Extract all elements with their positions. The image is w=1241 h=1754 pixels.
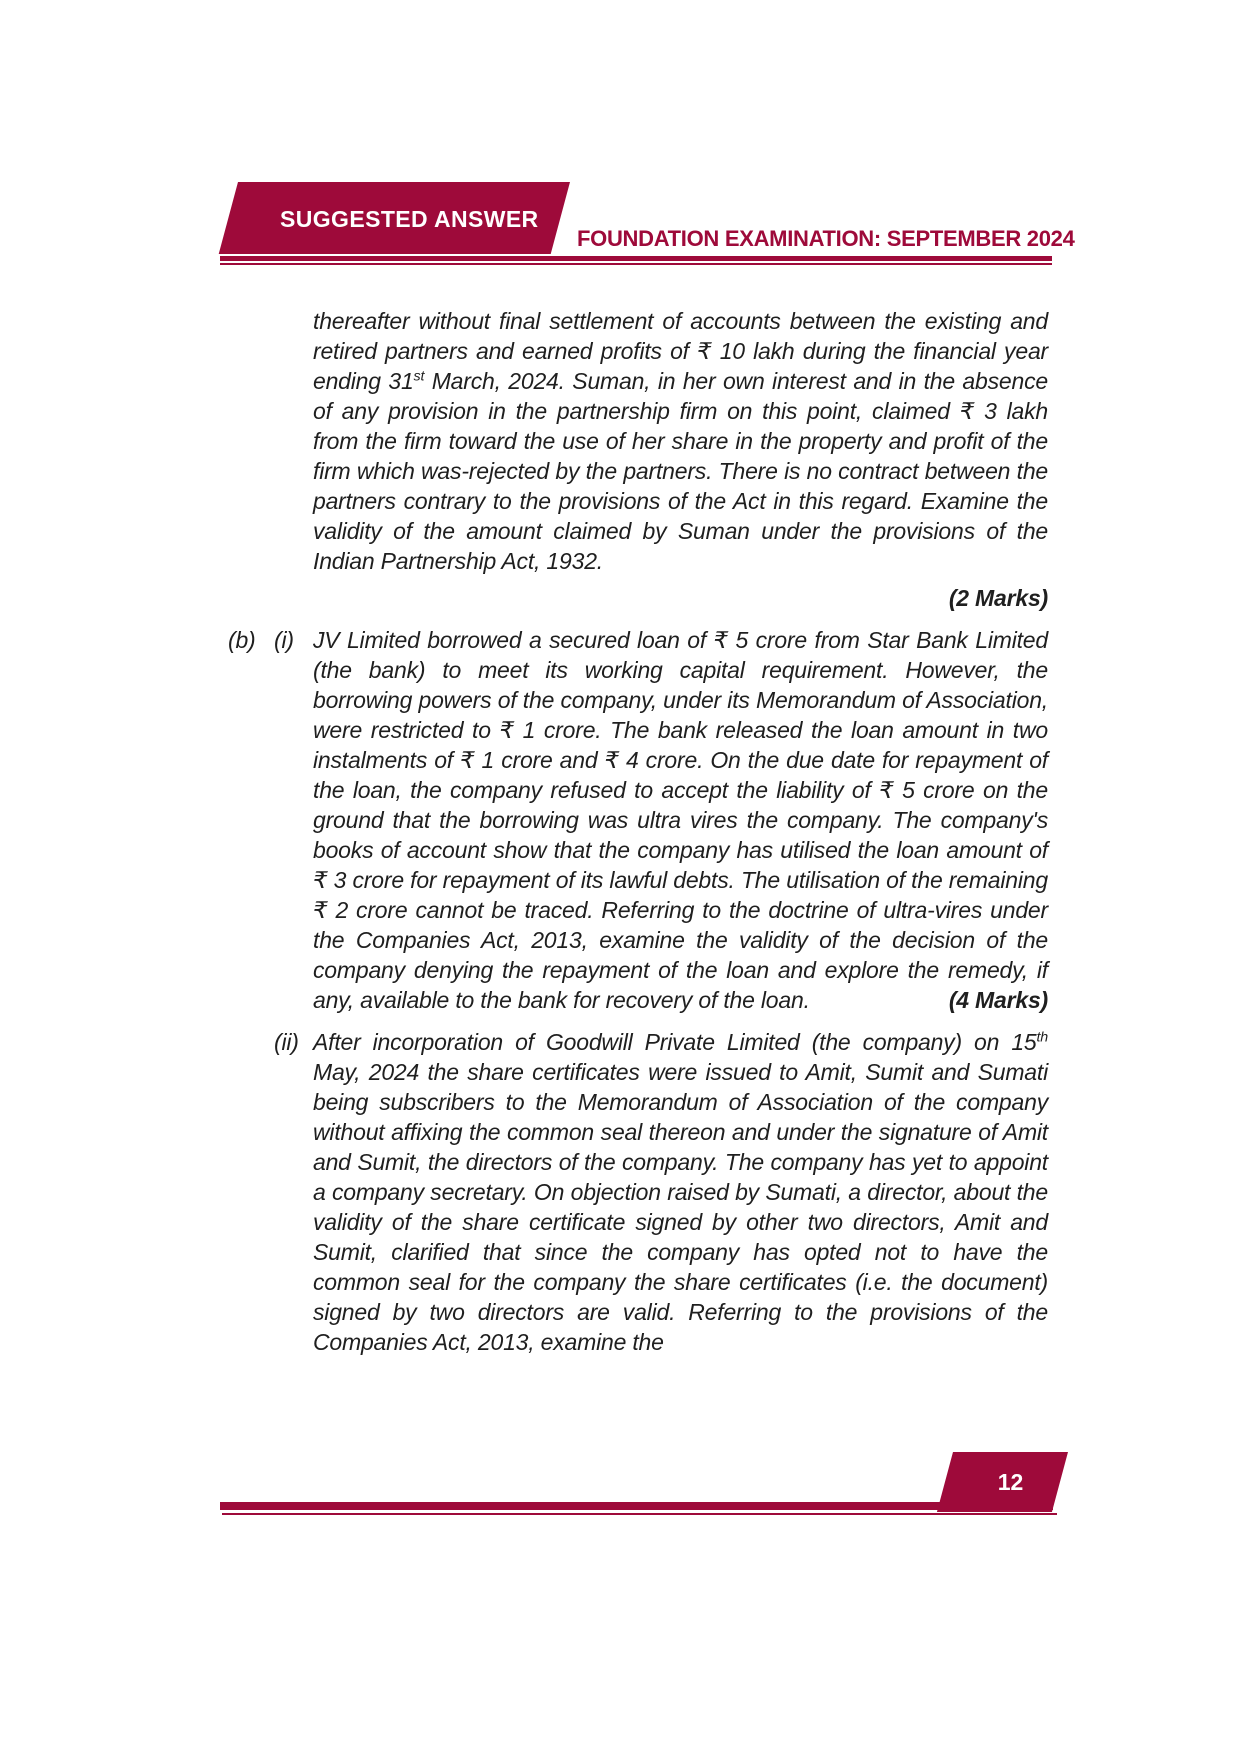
paragraph-text: thereafter without final settlement of accounts between the existing and retired partners and earned profits of ₹ 10 lakh during the financial year ending 31st March, 2024. Suman, in her own interest and in the absence of any provision in the partnership firm on this point, claimed ₹ 3 lakh from the firm toward the use of her share in the property and profit of the firm which was-rejected by the partners. There is no contract between the partners contrary to the provisions of the Act in this regard. Examine the validity of the amount claimed by Suman under the provisions of the Indian Partnership Act, 1932. (313, 308, 1048, 574)
marks-2: (2 Marks) (948, 585, 1048, 611)
list-marker-level2 (274, 306, 313, 576)
list-marker-level2: (i) (274, 627, 294, 653)
header-rule-thin (220, 263, 1052, 265)
exam-title: FOUNDATION EXAMINATION: SEPTEMBER 2024 (577, 226, 1075, 251)
list-marker-level1: (b) (228, 627, 256, 653)
paragraph-text: After incorporation of Goodwill Private Limited (the company) on 15th May, 2024 the share certificates were issued to Amit, Sumit and Sumati being subscribers to the Memorandum of Association of the company without affixing the common seal thereon and under the signature of Amit and Sumit, the directors of the company. The company has yet to appoint a company secretary. On objection raised by Sumati, a director, about the validity of the share certificate signed by other two directors, Amit and Sumit, clarified that since the company has opted not to have the common seal for the company the share certificates (i.e. the document) signed by two directors are valid. Referring to the provisions of the Companies Act, 2013, examine the (313, 1029, 1048, 1355)
question-text-block (228, 306, 1048, 1357)
paragraph-text: JV Limited borrowed a secured loan of ₹ 5 crore from Star Bank Limited (the bank) to meet its working capital requirement. However, the borrowing powers of the company, under its Memorandum of Association, were restricted to ₹ 1 crore. The bank released the loan amount in two instalments of ₹ 1 crore and ₹ 4 crore. On the due date for repayment of the loan, the company refused to accept the liability of ₹ 5 crore on the ground that the borrowing was ultra vires the company. The company's books of account show that the company has utilised the loan amount of ₹ 3 crore for repayment of its lawful debts. The utilisation of the remaining ₹ 2 crore cannot be traced. Referring to the doctrine of ultra-vires under the Companies Act, 2013, examine the validity of the decision of the company denying the repayment of the loan and explore the remedy, if any, available to the bank for recovery of the loan. (4 Marks) (313, 627, 1048, 1013)
header-rule-thick (220, 256, 1052, 261)
marks-inline: (4 Marks) (948, 987, 1048, 1013)
paragraph-b-ii-share-certificates (228, 1027, 1048, 1357)
page-number: 12 (997, 1468, 1024, 1495)
footer-rule-thin (222, 1513, 1057, 1515)
footer-rule-thick (220, 1502, 1053, 1510)
list-marker-level1 (228, 306, 274, 576)
suggested-answer-banner (219, 182, 570, 254)
list-marker-level2: (ii) (274, 1029, 299, 1055)
paragraph-partnership-question (228, 306, 1048, 576)
banner-label: SUGGESTED ANSWER (280, 206, 539, 232)
paragraph-b-i-ultra-vires (228, 625, 1048, 1015)
list-marker-level1 (228, 1027, 274, 1357)
